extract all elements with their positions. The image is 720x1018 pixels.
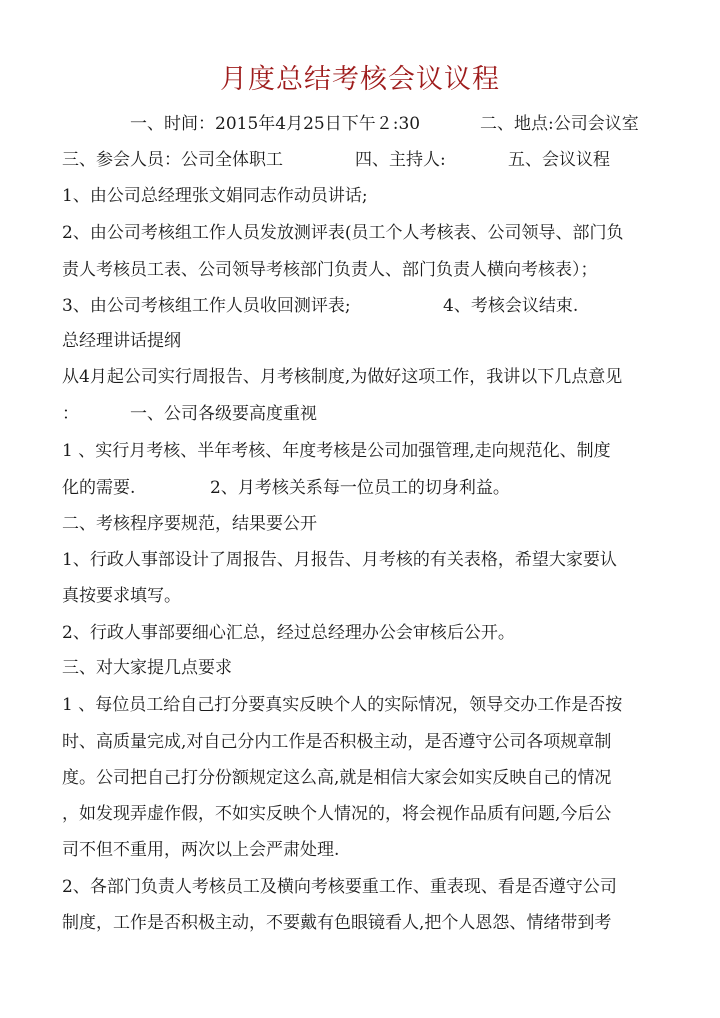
section-3-item-2: 2、各部门负责人考核员工及横向考核要重工作、重表现、看是否遵守公司 <box>62 877 617 897</box>
agenda-item-4: 4、考核会议结束. <box>443 296 579 316</box>
section-2-item-2: 2、行政人事部要细心汇总，经过总经理办公会审核后公开。 <box>62 623 515 643</box>
section-2-heading: 二、考核程序要规范，结果要公开 <box>62 514 317 534</box>
section-2-item-1: 1、行政人事部设计了周报告、月报告、月考核的有关表格，希望大家要认 <box>62 550 617 570</box>
section-3-item-2-cont: 制度，工作是否积极主动，不要戴有色眼镜看人,把个人恩怨、情绪带到考 <box>62 913 612 933</box>
section-1-heading: 一、公司各级要高度重视 <box>130 404 317 424</box>
agenda-item-2-cont: 责人考核员工表、公司领导考核部门负责人、部门负责人横向考核表）； <box>62 260 598 280</box>
speech-intro-colon: ： <box>62 404 79 424</box>
section-3-heading: 三、对大家提几点要求 <box>62 658 232 678</box>
section-3-item-1: 1 、每位员工给自己打分要真实反映个人的实际情况，领导交办工作是否按 <box>62 695 623 715</box>
section-3-item-1-cont: 时、高质量完成,对自己分内工作是否积极主动，是否遵守公司各项规章制 <box>62 732 612 752</box>
meeting-time: 一、时间：2015年4月25日下午２:30 <box>130 114 421 134</box>
agenda-item-2: 2、由公司考核组工作人员发放测评表(员工个人考核表、公司领导、部门负 <box>62 223 624 243</box>
agenda-heading: 五、会议议程 <box>508 150 610 170</box>
agenda-item-3: 3、由公司考核组工作人员收回测评表; <box>62 296 351 316</box>
section-1-item-1-cont: 化的需要. <box>62 478 136 498</box>
host: 四、主持人: <box>355 150 446 170</box>
speech-outline-heading: 总经理讲话提纲 <box>62 331 181 351</box>
section-3-item-1-cont3: ，如发现弄虚作假，不如实反映个人情况的，将会视作品质有问题,今后公 <box>62 804 612 824</box>
speech-intro: 从4月起公司实行周报告、月考核制度,为做好这项工作，我讲以下几点意见 <box>62 367 623 387</box>
page-title: 月度总结考核会议议程 <box>220 64 500 95</box>
agenda-item-1: 1、由公司总经理张文娟同志作动员讲话; <box>62 186 368 206</box>
meeting-location: 二、地点:公司会议室 <box>480 114 639 134</box>
attendees: 三、参会人员：公司全体职工 <box>62 150 283 170</box>
section-1-item-2: 2、月考核关系每一位员工的切身利益。 <box>210 478 510 498</box>
section-3-item-1-cont2: 度。公司把自己打分份额规定这么高,就是相信大家会如实反映自己的情况 <box>62 768 612 788</box>
section-3-item-1-cont4: 司不但不重用，两次以上会严肃处理. <box>62 840 340 860</box>
section-1-item-1: 1 、实行月考核、半年考核、年度考核是公司加强管理,走向规范化、制度 <box>62 441 611 461</box>
section-2-item-1-cont: 真按要求填写。 <box>62 586 181 606</box>
